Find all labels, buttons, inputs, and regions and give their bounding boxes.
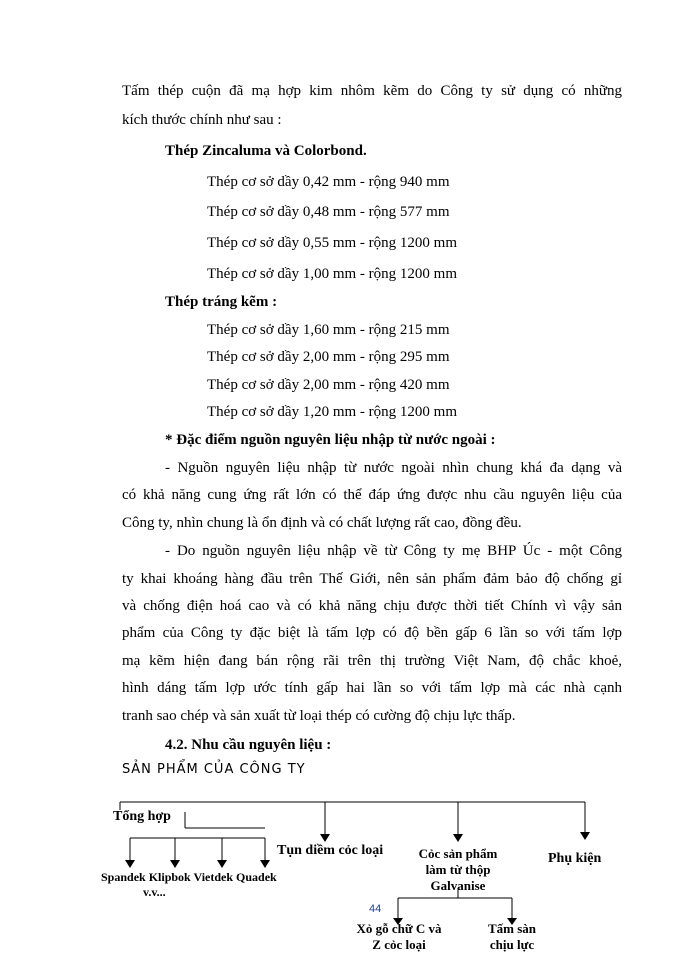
galvanized-item: Thép cơ sở dầy 2,00 mm - rộng 295 mm bbox=[207, 349, 450, 365]
imported-para2-line: hình dáng tấm lợp ước tính gấp hai lần so với tấm lợp mà các nhà cạnh bbox=[122, 680, 622, 696]
arrowhead bbox=[217, 860, 227, 868]
arrowhead bbox=[170, 860, 180, 868]
imported-para2-line: mạ kẽm hiện đang bán rộng rãi trên thị trường Việt Nam, độ chắc khoẻ, bbox=[122, 653, 622, 669]
imported-para2-line: phẩm của Công ty đặc biệt là tấm lợp có độ bền gấp 6 lần so với tấm lợp bbox=[122, 625, 622, 641]
node-tam-san-line2: chịu lực bbox=[489, 937, 535, 952]
node-tam-san-line1: Tấm sàn bbox=[487, 921, 537, 936]
node-tun-diem: Tụn diềm cỏc loại bbox=[277, 843, 384, 858]
node-tam-san bbox=[478, 921, 546, 953]
diagram-title: SẢN PHẨM CỦA CÔNG TY bbox=[122, 762, 306, 777]
intro-line-2: kích thước chính như sau : bbox=[122, 112, 282, 128]
arrowhead bbox=[125, 860, 135, 868]
zincalume-item: Thép cơ sở dầy 0,48 mm - rộng 577 mm bbox=[207, 204, 450, 220]
node-galvanise-line1: Cỏc sản phẩm bbox=[418, 846, 498, 861]
imported-para2-line: - Do nguồn nguyên liệu nhập về từ Công ty mẹ BHP Úc - một Công bbox=[165, 543, 622, 559]
intro-line-1: Tấm thép cuộn đã mạ hợp kim nhôm kẽm do Công ty sử dụng có những bbox=[122, 83, 622, 99]
section-heading: 4.2. Nhu cầu nguyên liệu : bbox=[165, 737, 332, 753]
node-products: Spandek Klipbok Vietdek Quadek bbox=[101, 870, 277, 884]
galvanized-item: Thép cơ sở dầy 1,20 mm - rộng 1200 mm bbox=[207, 404, 457, 420]
node-galvanise bbox=[408, 846, 508, 894]
node-xo-go-line2: Z cỏc loại bbox=[372, 937, 426, 952]
imported-para1-line: - Nguồn nguyên liệu nhập từ nước ngoài nhìn chung khá đa dạng và bbox=[165, 460, 622, 476]
zincalume-item: Thép cơ sở dầy 0,42 mm - rộng 940 mm bbox=[207, 174, 450, 190]
arrowhead bbox=[320, 834, 330, 842]
imported-para1-line: có khả năng cung ứng rất lớn có thể đáp ứng được nhu cầu nguyên liệu của bbox=[122, 487, 622, 503]
node-products-etc: v.v... bbox=[143, 885, 166, 899]
galvanized-item: Thép cơ sở dầy 1,60 mm - rộng 215 mm bbox=[207, 322, 450, 338]
zincalume-heading: Thép Zincaluma và Colorbond. bbox=[165, 143, 367, 159]
imported-para2-line: ty khai khoáng hàng đầu trên Thế Giới, nên sản phẩm đảm bảo độ chống gỉ bbox=[122, 571, 622, 587]
galvanized-heading: Thép tráng kẽm : bbox=[165, 294, 278, 310]
arrowhead bbox=[453, 834, 463, 842]
imported-heading: * Đặc điểm nguồn nguyên liệu nhập từ nước ngoài : bbox=[165, 432, 496, 448]
node-xo-go bbox=[355, 921, 443, 953]
node-tong-hop: Tổng hợp bbox=[113, 809, 171, 824]
node-galvanise-line3: Galvanise bbox=[430, 878, 486, 893]
galvanized-item: Thép cơ sở dầy 2,00 mm - rộng 420 mm bbox=[207, 377, 450, 393]
imported-para2-line: tranh sao chép và sản xuất từ loại thép có cường độ chịu lực thấp. bbox=[122, 708, 516, 724]
node-galvanise-line2: làm từ thộp bbox=[425, 862, 491, 877]
node-xo-go-line1: Xỏ gỗ chữ C và bbox=[356, 921, 442, 936]
arrowhead bbox=[580, 832, 590, 840]
imported-para2-line: và chống điện hoá cao và có khả năng chịu được thời tiết Chính vì vậy sản bbox=[122, 598, 622, 614]
zincalume-item: Thép cơ sở dầy 1,00 mm - rộng 1200 mm bbox=[207, 266, 457, 282]
arrowhead bbox=[260, 860, 270, 868]
imported-para1-line: Công ty, nhìn chung là ổn định và có chất lượng rất cao, đồng đều. bbox=[122, 515, 522, 531]
node-phu-kien: Phụ kiện bbox=[548, 851, 602, 866]
zincalume-item: Thép cơ sở dầy 0,55 mm - rộng 1200 mm bbox=[207, 235, 457, 251]
page-number: 44 bbox=[369, 903, 382, 915]
